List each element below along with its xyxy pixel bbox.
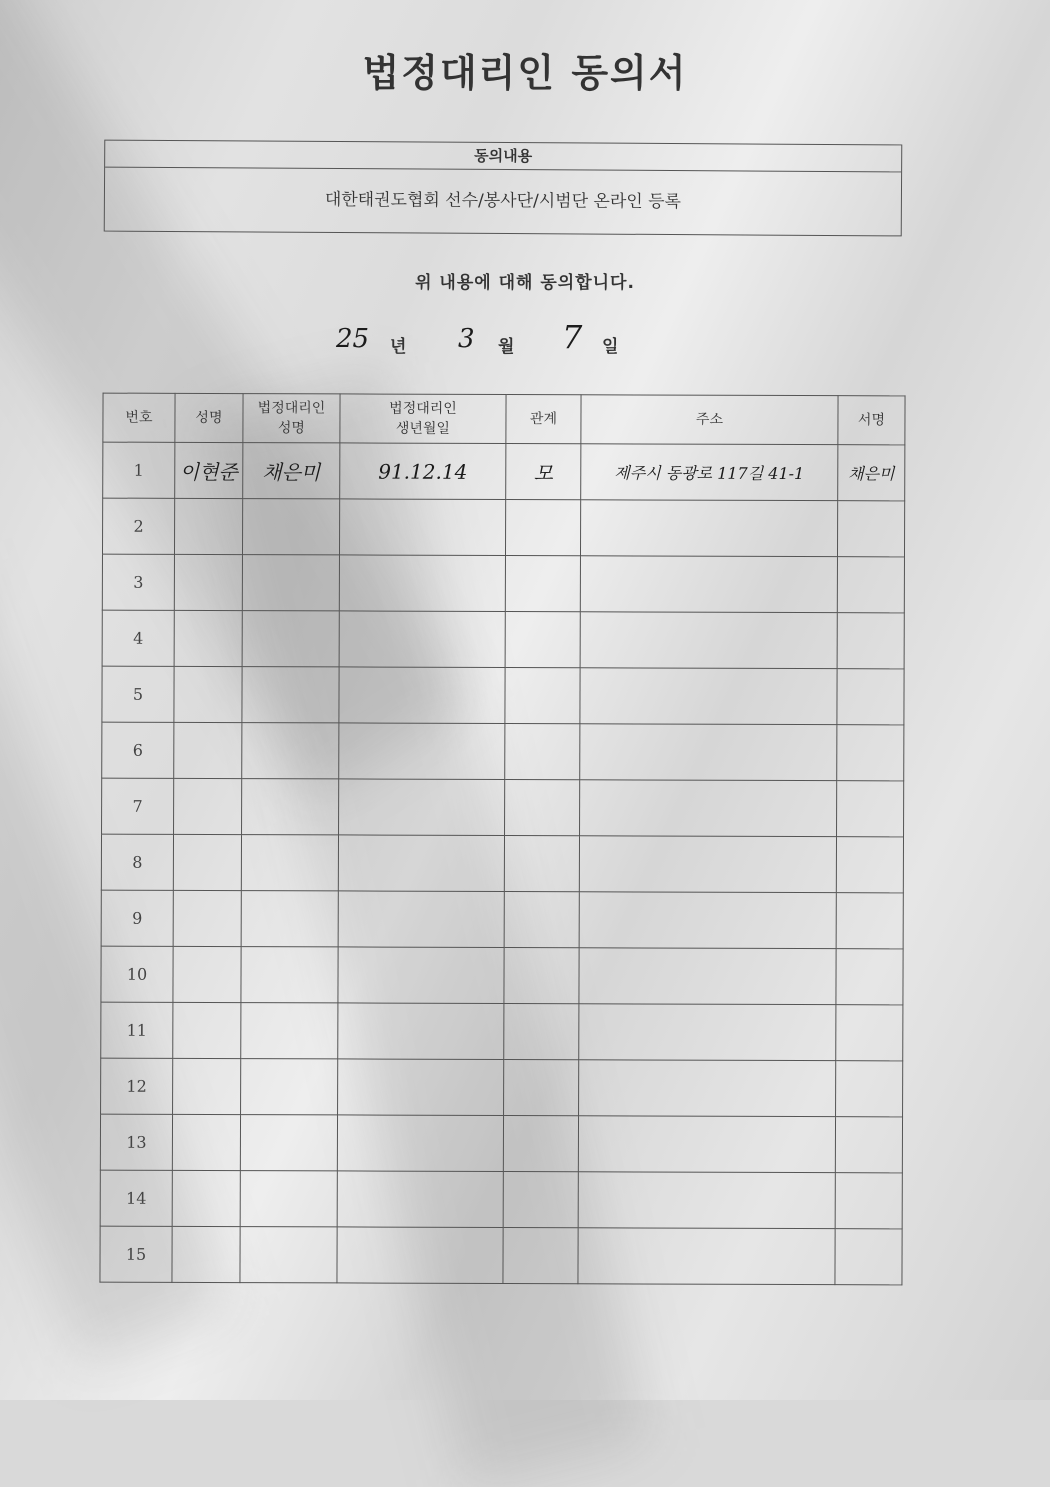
cell-name[interactable] <box>172 1114 240 1170</box>
cell-name[interactable] <box>174 554 242 610</box>
cell-guardian-birth[interactable] <box>338 891 504 948</box>
cell-relation[interactable] <box>503 1228 578 1284</box>
cell-name[interactable] <box>174 498 242 554</box>
cell-no: 11 <box>101 1002 173 1058</box>
cell-no: 5 <box>102 666 174 722</box>
cell-guardian-birth[interactable] <box>339 499 505 556</box>
cell-no: 7 <box>102 778 174 834</box>
cell-address[interactable] <box>579 1004 836 1061</box>
cell-address[interactable] <box>580 556 837 613</box>
cell-no: 9 <box>101 890 173 946</box>
cell-relation[interactable] <box>505 780 580 836</box>
cell-signature[interactable] <box>836 1005 903 1061</box>
cell-no: 8 <box>101 834 173 890</box>
cell-guardian-birth[interactable] <box>339 555 505 612</box>
cell-guardian-name[interactable] <box>242 499 339 555</box>
cell-signature[interactable] <box>837 725 904 781</box>
cell-guardian-birth[interactable] <box>339 723 505 780</box>
cell-guardian-name[interactable] <box>241 1059 338 1115</box>
cell-relation[interactable] <box>503 1116 578 1172</box>
table-row <box>102 722 904 781</box>
cell-no: 6 <box>102 722 174 778</box>
cell-guardian-name[interactable] <box>242 611 339 667</box>
header-signature: 서명 <box>838 396 905 445</box>
cell-guardian-birth[interactable] <box>339 611 505 668</box>
cell-guardian-birth[interactable] <box>338 1059 504 1116</box>
cell-guardian-name[interactable] <box>240 1171 337 1227</box>
cell-relation[interactable] <box>504 836 579 892</box>
cell-no: 15 <box>100 1226 172 1282</box>
cell-relation[interactable]: 모 <box>506 444 581 500</box>
header-address: 주소 <box>581 395 838 445</box>
cell-address[interactable] <box>580 780 837 837</box>
consent-box <box>104 140 903 237</box>
cell-guardian-name[interactable] <box>242 667 339 723</box>
header-guardian-birth: 법정대리인 생년월일 <box>340 394 506 444</box>
cell-guardian-birth[interactable] <box>339 779 505 836</box>
table-header-row <box>103 393 905 445</box>
cell-name[interactable] <box>174 722 242 778</box>
cell-guardian-name[interactable] <box>241 1003 338 1059</box>
cell-guardian-name[interactable] <box>242 779 339 835</box>
cell-no: 1 <box>103 442 175 498</box>
table-row <box>103 442 905 501</box>
table-row <box>102 610 904 669</box>
cell-guardian-birth[interactable] <box>339 667 505 724</box>
cell-guardian-name[interactable] <box>241 835 338 891</box>
agree-statement: 위 내용에 대해 동의합니다. <box>415 273 635 293</box>
cell-guardian-birth[interactable] <box>338 947 504 1004</box>
cell-address[interactable] <box>580 500 837 557</box>
cell-name[interactable] <box>174 666 242 722</box>
cell-guardian-name[interactable]: 채은미 <box>243 443 340 499</box>
cell-address[interactable] <box>579 836 836 893</box>
cell-name[interactable] <box>173 1058 241 1114</box>
cell-no: 14 <box>100 1170 172 1226</box>
cell-name[interactable]: 이현준 <box>175 442 243 498</box>
date-year-value[interactable]: 25 <box>336 324 370 354</box>
cell-signature[interactable] <box>835 1229 902 1285</box>
date-row <box>330 318 650 362</box>
cell-signature[interactable] <box>836 1061 903 1117</box>
cell-address[interactable] <box>578 1116 835 1173</box>
cell-relation[interactable] <box>505 612 580 668</box>
date-month-value[interactable]: 3 <box>458 324 475 354</box>
cell-relation[interactable] <box>504 948 579 1004</box>
cell-signature[interactable] <box>836 949 903 1005</box>
cell-signature[interactable] <box>836 837 903 893</box>
table-row <box>101 834 903 893</box>
cell-name[interactable] <box>174 778 242 834</box>
date-day-label: 일 <box>602 337 619 357</box>
cell-address[interactable] <box>579 948 836 1005</box>
date-month-label: 월 <box>498 337 515 357</box>
cell-address[interactable] <box>578 1172 835 1229</box>
cell-guardian-name[interactable] <box>242 723 339 779</box>
cell-address[interactable] <box>579 892 836 949</box>
cell-name[interactable] <box>173 834 241 890</box>
consent-content: 대한태권도협회 선수/봉사단/시범단 온라인 등록 <box>324 189 682 213</box>
cell-relation[interactable] <box>504 1060 579 1116</box>
cell-address[interactable] <box>580 612 837 669</box>
cell-guardian-birth[interactable] <box>337 1171 503 1228</box>
guardian-table <box>99 393 905 1286</box>
table-row <box>102 666 904 725</box>
header-no: 번호 <box>103 393 175 442</box>
cell-no: 3 <box>102 554 174 610</box>
cell-no: 13 <box>100 1114 172 1170</box>
cell-signature[interactable]: 채은미 <box>838 445 905 501</box>
cell-relation[interactable] <box>505 668 580 724</box>
table-row <box>100 1170 902 1229</box>
cell-no: 4 <box>102 610 174 666</box>
cell-relation[interactable] <box>503 1172 578 1228</box>
consent-header: 동의내용 <box>105 141 901 173</box>
cell-guardian-name[interactable] <box>240 1115 337 1171</box>
table-row <box>101 946 903 1005</box>
cell-no: 10 <box>101 946 173 1002</box>
cell-signature[interactable] <box>837 781 904 837</box>
cell-name[interactable] <box>174 610 242 666</box>
cell-name[interactable] <box>173 890 241 946</box>
cell-guardian-birth[interactable] <box>337 1115 503 1172</box>
cell-signature[interactable] <box>837 669 904 725</box>
cell-address[interactable] <box>580 724 837 781</box>
document-title: 법정대리인 동의서 <box>362 51 688 95</box>
table-row <box>101 1002 903 1061</box>
header-guardian-name: 법정대리인 성명 <box>243 394 340 443</box>
cell-name[interactable] <box>173 1002 241 1058</box>
table-row <box>102 498 904 557</box>
cell-address[interactable] <box>580 668 837 725</box>
cell-guardian-birth[interactable] <box>338 1003 504 1060</box>
cell-relation[interactable] <box>505 724 580 780</box>
date-year-label: 년 <box>390 337 407 357</box>
date-day-value[interactable]: 7 <box>562 318 583 356</box>
cell-relation[interactable] <box>505 556 580 612</box>
table-row <box>100 1226 902 1285</box>
cell-no: 2 <box>102 498 174 554</box>
cell-address[interactable]: 제주시 동광로 117길 41-1 <box>581 444 838 501</box>
table-row <box>101 890 903 949</box>
table-row <box>100 1114 902 1173</box>
cell-guardian-name[interactable] <box>240 1227 337 1283</box>
cell-relation[interactable] <box>504 1004 579 1060</box>
cell-guardian-birth[interactable] <box>337 1227 503 1284</box>
cell-address[interactable] <box>578 1228 835 1285</box>
cell-guardian-name[interactable] <box>241 947 338 1003</box>
cell-name[interactable] <box>172 1170 240 1226</box>
cell-signature[interactable] <box>837 613 904 669</box>
cell-name[interactable] <box>172 1226 240 1282</box>
table-row <box>101 1058 903 1117</box>
header-relation: 관계 <box>506 395 581 444</box>
cell-no: 12 <box>101 1058 173 1114</box>
cell-guardian-name[interactable] <box>241 891 338 947</box>
cell-guardian-birth[interactable]: 91.12.14 <box>340 443 506 500</box>
cell-signature[interactable] <box>836 893 903 949</box>
cell-relation[interactable] <box>505 500 580 556</box>
cell-signature[interactable] <box>837 501 904 557</box>
cell-guardian-birth[interactable] <box>338 835 504 892</box>
cell-signature[interactable] <box>835 1173 902 1229</box>
table-row <box>102 554 904 613</box>
cell-relation[interactable] <box>504 892 579 948</box>
table-row <box>102 778 904 837</box>
cell-name[interactable] <box>173 946 241 1002</box>
cell-guardian-name[interactable] <box>242 555 339 611</box>
cell-address[interactable] <box>579 1060 836 1117</box>
cell-signature[interactable] <box>835 1117 902 1173</box>
cell-signature[interactable] <box>837 557 904 613</box>
header-name: 성명 <box>175 393 243 442</box>
